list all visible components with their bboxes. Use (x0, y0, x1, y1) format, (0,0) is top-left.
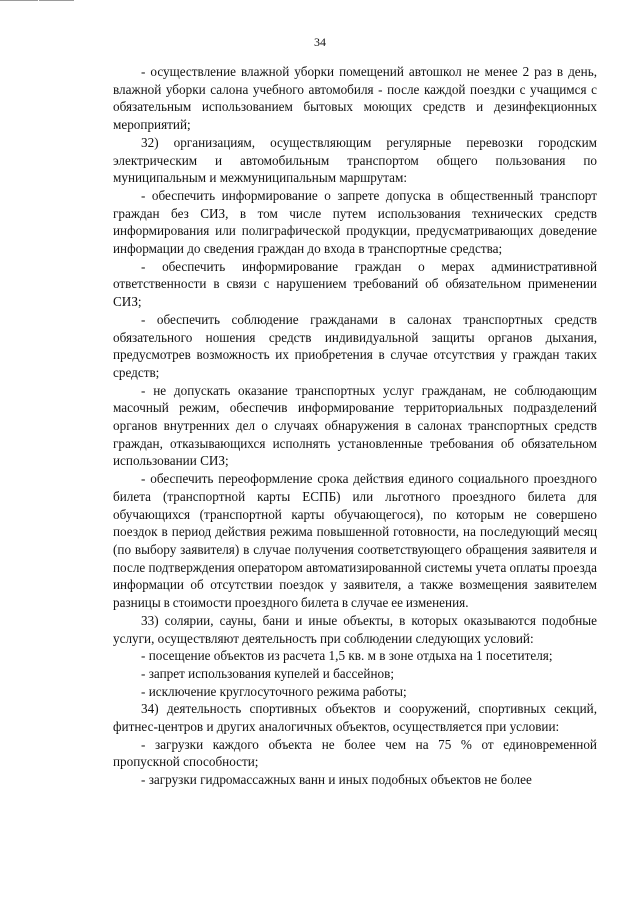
document-body (113, 63, 597, 789)
paragraph-item-32-transport: 32) организациям, осуществляющим регулярные перевозки городским электрическим и автомобильным транспортом общего пользования по муниципальным и межмуниципальным маршрутам: (113, 134, 597, 186)
page-number: 34 (314, 35, 326, 49)
paragraph-item-33-saunas: 33) солярии, сауны, бани и иные объекты, в которых оказываются подобные услуги, осуществляют деятельность при соблюдении следующих условий: (113, 612, 597, 646)
paragraph-hydromassage: - загрузки гидромассажных ванн и иных подобных объектов не более (141, 772, 532, 788)
paragraph-item-34-sports: 34) деятельность спортивных объектов и сооружений, спортивных секций, фитнес-центров и других аналогичных объектов, осуществляется при условии: (113, 701, 597, 735)
paragraph-deny-service: - не допускать оказание транспортных услуг гражданам, не соблюдающим масочный режим, обеспечив информирование территориальных подразделений органов внутренних дел о случаях обнаружения в салонах транспортных средств граждан, отказывающихся исполнять установленные требования об обязательном использовании СИЗ; (113, 382, 597, 469)
paragraph-no-24h: - исключение круглосуточного режима работы; (141, 683, 407, 699)
paragraph-pool-ban: - запрет использования купелей и бассейнов; (141, 665, 394, 681)
paragraph-driving-school-cleaning: - осуществление влажной уборки помещений автошкол не менее 2 раз в день, влажной уборки салона учебного автомобиля - после каждой поездки с учащимся с обязательным использованием бытовых моющих средств и дезинфекционных мероприятий; (113, 64, 597, 133)
paragraph-capacity-75: - загрузки каждого объекта не более чем на 75 % от единовременной пропускной способности; (113, 736, 597, 770)
paragraph-area-per-visitor: - посещение объектов из расчета 1,5 кв. м в зоне отдыха на 1 посетителя; (141, 648, 553, 664)
scan-corner-mark (0, 0, 74, 3)
paragraph-mask-compliance: - обеспечить соблюдение гражданами в салонах транспортных средств обязательного ношения средств индивидуальной защиты органов дыхания, предусмотрев возможность их приобретения в случае отсутствия у граждан таких средств; (113, 311, 597, 380)
paragraph-inform-ban-without-ppe: - обеспечить информирование о запрете допуска в общественный транспорт граждан без СИЗ, в том числе путем использования технических средств информирования или полиграфической продукции, предусматривающих доведение информации до сведения граждан до входа в транспортные средства; (113, 187, 597, 257)
paragraph-ticket-reissue: - обеспечить переоформление срока действия единого социального проездного билета (транспортной карты ЕСПБ) или льготного проездного билета для обучающихся (транспортной карты обучающегося), по которым не совершено поездок в период действия режима повышенной готовности, на последующий месяц (по выбору заявителя) в случае получения соответствующего обращения заявителя и после подтверждения оператором автоматизированной системы учета оплаты проезда информации об отсутствии поездок у заявителя, а также возмещения заявителем разницы в стоимости проездного билета в случае ее изменения. (113, 471, 597, 611)
paragraph-inform-liability: - обеспечить информирование граждан о мерах административной ответственности в связи с нарушением требований об обязательном применении СИЗ; (113, 258, 597, 310)
